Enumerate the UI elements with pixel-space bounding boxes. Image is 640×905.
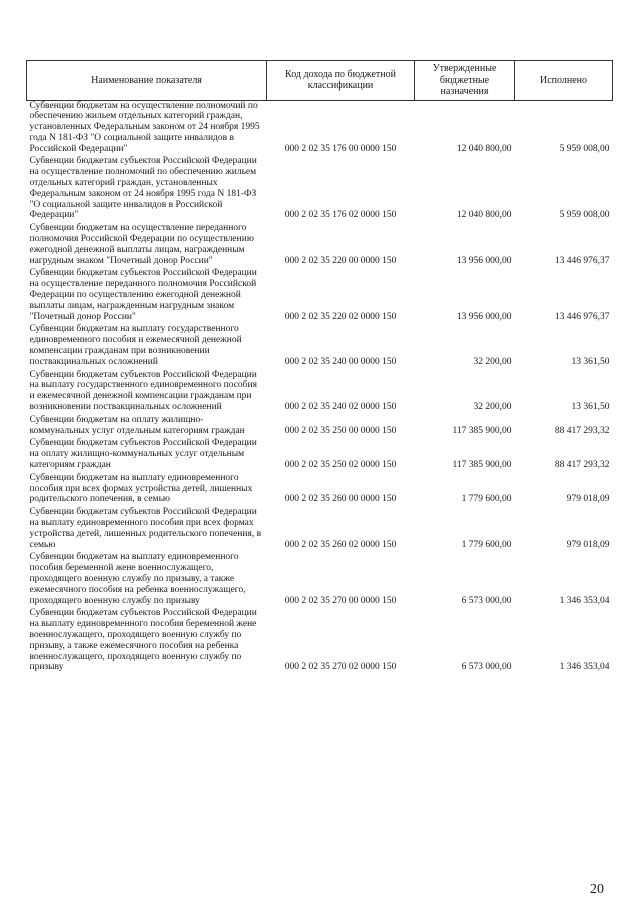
table-header: [27, 61, 613, 101]
table-row: [27, 100, 613, 156]
row-approved: 13 956 000,00: [456, 311, 512, 322]
table-row: [27, 552, 613, 608]
table-row: [27, 438, 613, 472]
table-row: [27, 268, 613, 324]
row-executed: 88 417 293,32: [554, 425, 610, 436]
row-code: 000 2 02 35 240 00 0000 150: [284, 356, 397, 367]
row-executed: 13 361,50: [571, 402, 610, 413]
row-code: 000 2 02 35 240 02 0000 150: [284, 402, 397, 413]
row-name: Субвенции бюджетам субъектов Российской Федерации на осуществление переданного полномочия Российской Федерации по осуществлению ежегодной денежной выплаты лицам, награжденным нагрудным знаком "Почетный донор России": [29, 268, 257, 322]
row-executed: 1 346 353,04: [559, 662, 610, 673]
row-name: Субвенции бюджетам субъектов Российской Федерации на выплату единовременного пособия при всех формах устройства детей, лишенных родительского попечения, в семью: [29, 507, 262, 550]
table-row: [27, 223, 613, 268]
row-approved: 1 779 600,00: [461, 539, 512, 550]
table-row: [27, 415, 613, 439]
row-code: 000 2 02 35 220 02 0000 150: [284, 311, 397, 322]
table-row: [27, 608, 613, 675]
row-approved: 6 573 000,00: [461, 595, 512, 606]
row-code: 000 2 02 35 260 00 0000 150: [284, 494, 397, 505]
row-name: Субвенции бюджетам субъектов Российской Федерации на оплату жилищно-коммунальных услуг отдельным категориям граждан: [29, 438, 257, 470]
header-approved: Утвержденные бюджетные назначения: [415, 61, 515, 101]
row-approved: 6 573 000,00: [461, 662, 512, 673]
row-executed: 13 446 976,37: [554, 255, 610, 266]
budget-execution-table: [26, 60, 613, 675]
row-name: Субвенции бюджетам на выплату единовременного пособия при всех формах устройства детей, лишенных родительского попечения, в семью: [29, 472, 253, 505]
row-code: 000 2 02 35 270 02 0000 150: [284, 662, 397, 673]
row-executed: 5 959 008,00: [559, 210, 610, 221]
row-approved: 12 040 800,00: [456, 143, 512, 154]
row-executed: 979 018,09: [566, 494, 610, 505]
row-name: Субвенции бюджетам субъектов Российской Федерации на выплату единовременного пособия беременной жене военнослужащего, проходящего военную службу по призыву, а также ежемесячного пособия на ребенка военнослужащего, проходящего военную службу по призыву: [29, 608, 257, 673]
page-number: 20: [590, 882, 604, 897]
table-row: [27, 324, 613, 369]
row-executed: 13 446 976,37: [554, 311, 610, 322]
row-name: Субвенции бюджетам субъектов Российской Федерации на выплату государственного единовременного пособия и ежемесячной денежной компенсации гражданам при возникновении поствакцинальных осложнений: [29, 369, 257, 413]
table-body: [27, 100, 613, 675]
row-name: Субвенции бюджетам на выплату государственного единовременного пособия и ежемесячной денежной компенсации гражданам при возникновении поствакцинальных осложнений: [29, 324, 242, 367]
row-name: Субвенции бюджетам на осуществление переданного полномочия Российской Федерации по осуществлению ежегодной денежной выплаты лицам, награжденным нагрудным знаком "Почетный донор России": [29, 223, 254, 266]
row-approved: 117 385 900,00: [452, 425, 512, 436]
row-name: Субвенции бюджетам субъектов Российской Федерации на осуществление полномочий по обеспечению жильем отдельных категорий граждан, установленных Федеральным законом от 24 ноября 1995 года N 181-ФЗ "О социальной защите инвалидов в Российской Федерации": [29, 156, 257, 221]
row-code: 000 2 02 35 220 00 0000 150: [284, 255, 397, 266]
row-name: Субвенции бюджетам на выплату единовременного пособия беременной жене военнослужащего, проходящего военную службу по призыву, а также ежемесячного пособия на ребенка военнослужащего, проходящего военную службу по призыву: [29, 552, 246, 606]
row-executed: 88 417 293,32: [554, 460, 610, 470]
row-code: 000 2 02 35 176 00 0000 150: [284, 143, 397, 154]
header-code: Код дохода по бюджетной классификации: [267, 61, 415, 101]
table-row: [27, 473, 613, 507]
row-executed: 13 361,50: [571, 356, 610, 367]
table-row: [27, 156, 613, 223]
row-approved: 1 779 600,00: [461, 494, 512, 505]
row-executed: 1 346 353,04: [559, 595, 610, 606]
table-row: [27, 370, 613, 415]
row-approved: 12 040 800,00: [456, 210, 512, 221]
table-row: [27, 507, 613, 552]
row-name: Субвенции бюджетам на оплату жилищно-коммунальных услуг отдельным категориям граждан: [29, 414, 245, 436]
row-code: 000 2 02 35 250 02 0000 150: [284, 460, 397, 470]
header-executed: Исполнено: [515, 61, 613, 101]
row-approved: 117 385 900,00: [452, 460, 512, 470]
row-approved: 13 956 000,00: [456, 255, 512, 266]
row-executed: 5 959 008,00: [559, 143, 610, 154]
row-approved: 32 200,00: [473, 402, 512, 413]
row-approved: 32 200,00: [473, 356, 512, 367]
header-name: Наименование показателя: [27, 61, 267, 101]
row-executed: 979 018,09: [566, 539, 610, 550]
row-code: 000 2 02 35 250 00 0000 150: [284, 425, 397, 436]
row-name: Субвенции бюджетам на осуществление полномочий по обеспечению жильем отдельных категорий граждан, установленных Федеральным законом от 24 ноября 1995 года N 181-ФЗ "О социальной защите инвалидов в Российской Федерации": [29, 100, 260, 154]
row-code: 000 2 02 35 260 02 0000 150: [284, 539, 397, 550]
row-code: 000 2 02 35 176 02 0000 150: [284, 210, 397, 221]
row-code: 000 2 02 35 270 00 0000 150: [284, 595, 397, 606]
